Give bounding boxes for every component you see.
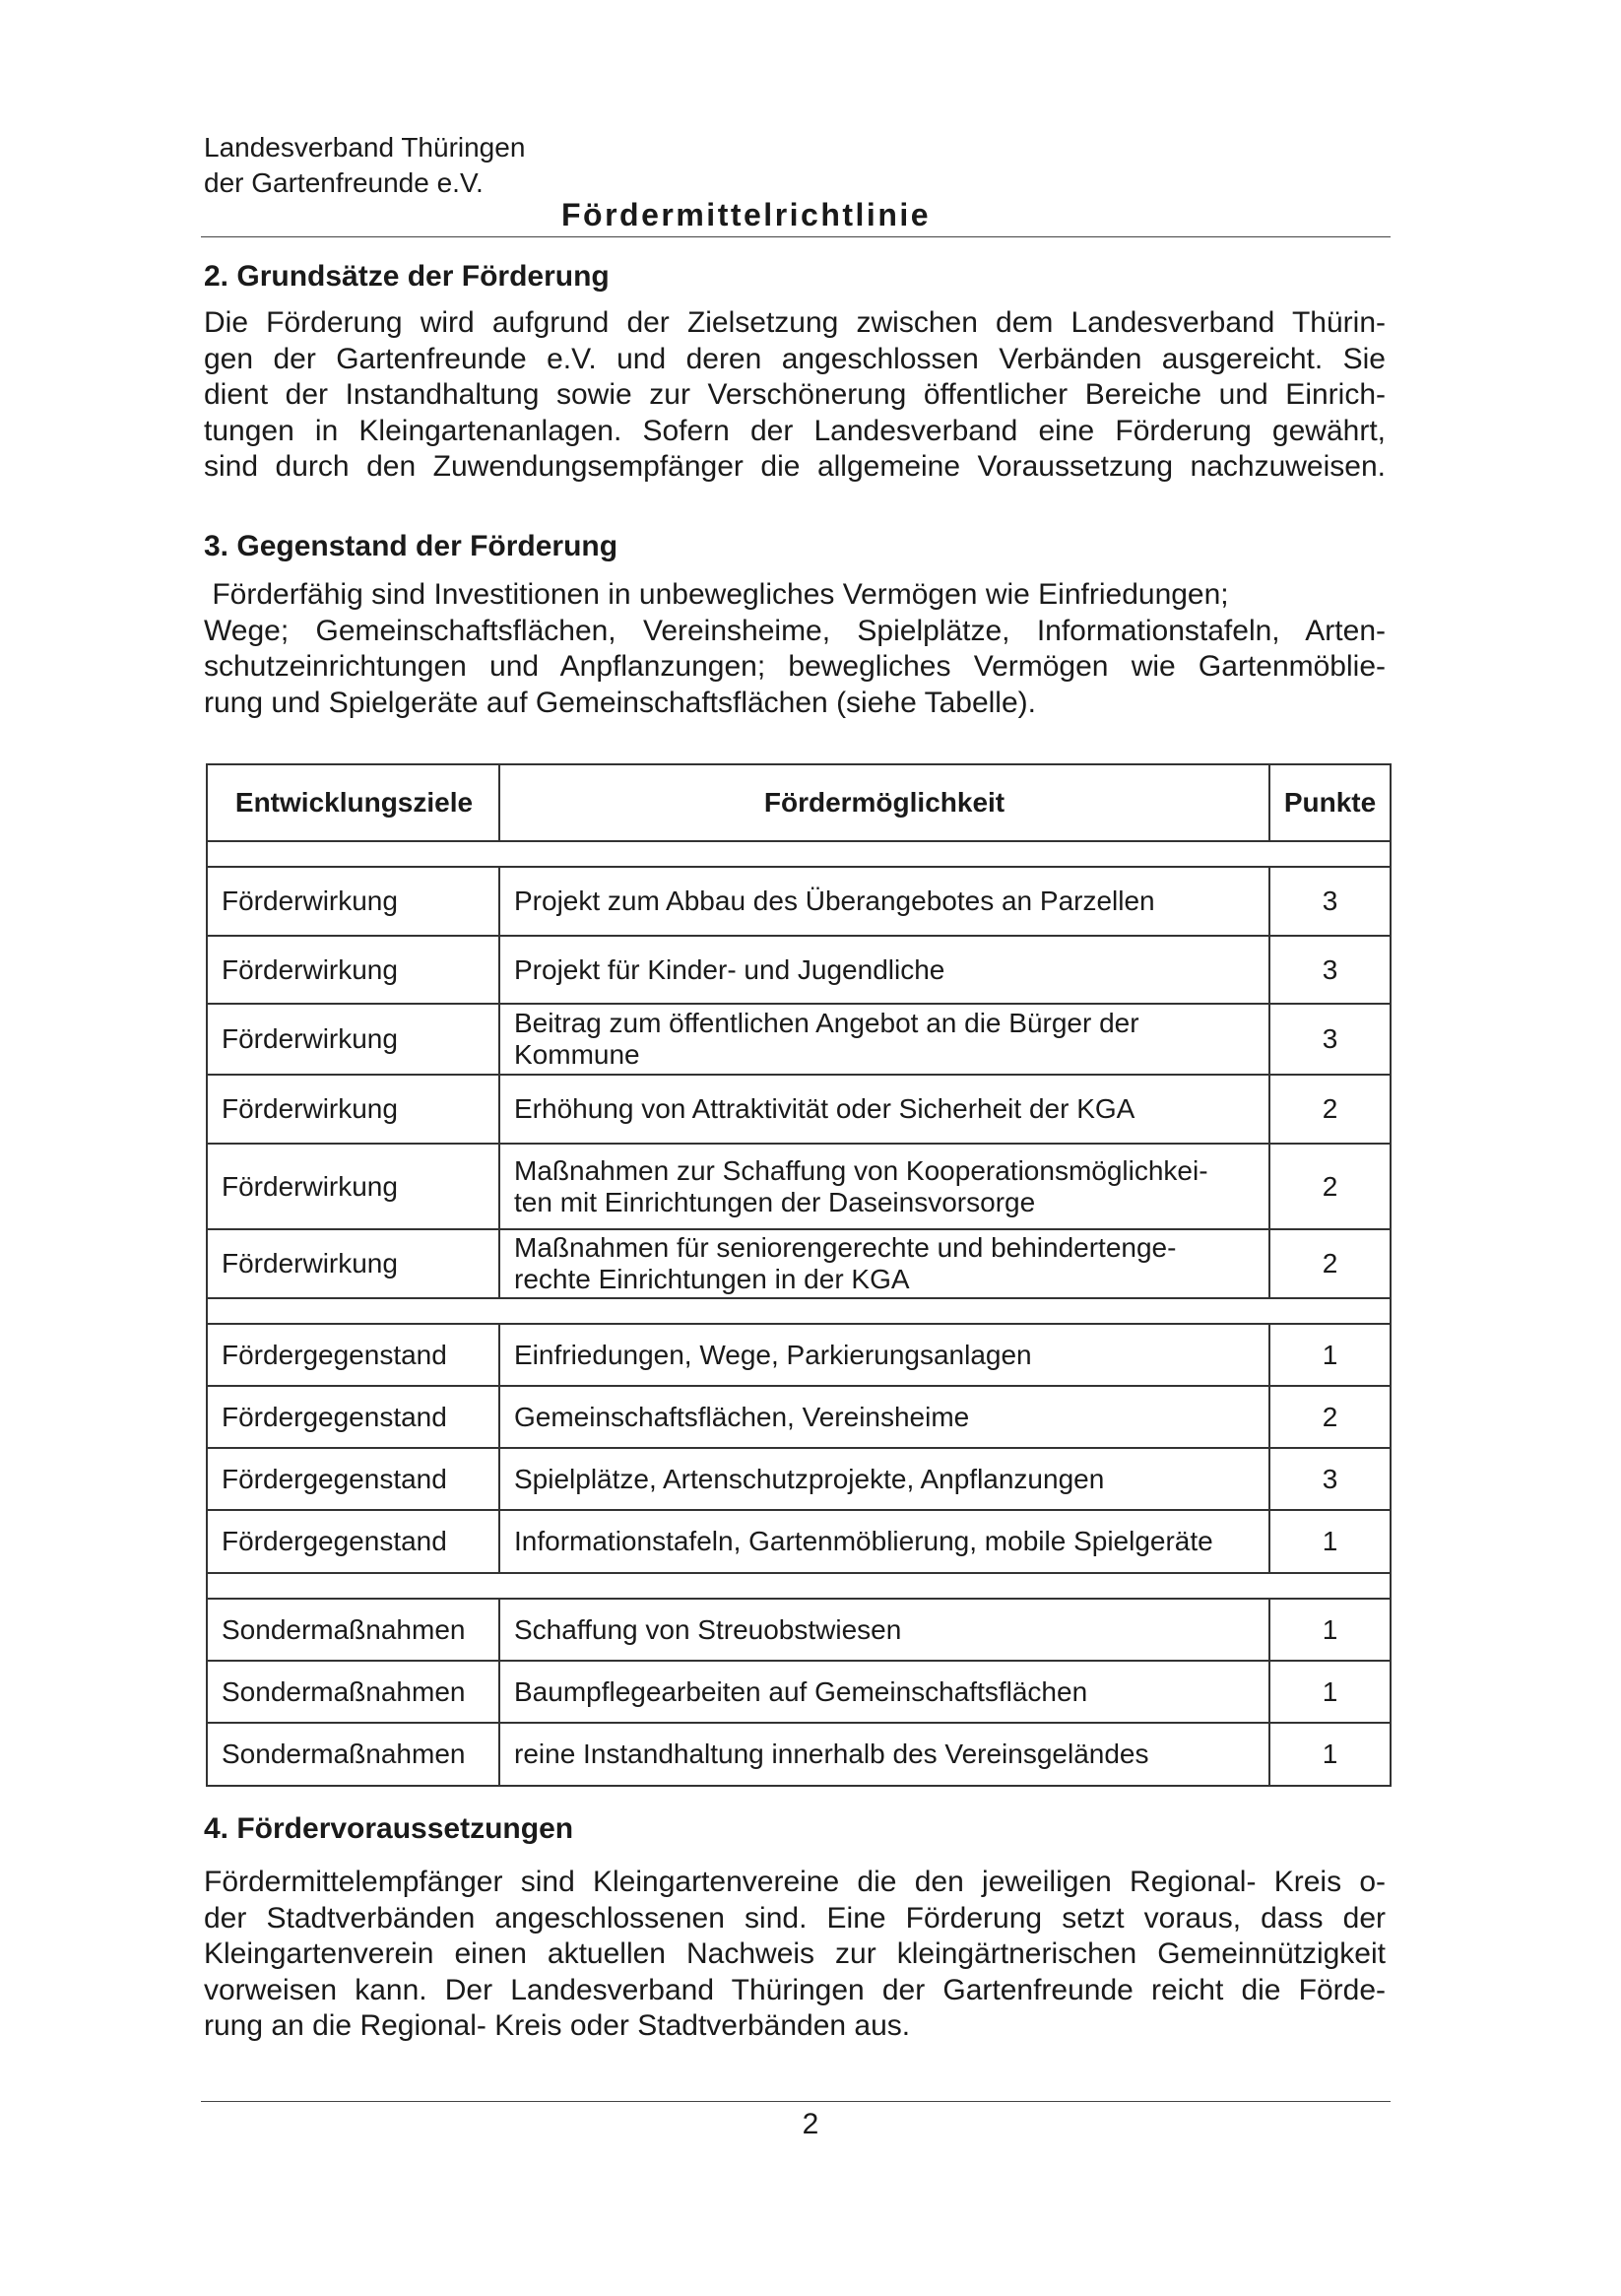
cell-foerdermoeglichkeit-line: rechte Einrichtungen in der KGA xyxy=(514,1264,910,1294)
table-group-spacer xyxy=(207,1298,1391,1324)
cell-foerdermoeglichkeit xyxy=(499,1510,1269,1573)
cell-entwicklungsziel: Förderwirkung xyxy=(207,1004,499,1075)
header-rule xyxy=(201,236,1391,237)
section-2-line: gen der Gartenfreunde e.V. und deren angeschlossen Verbänden ausgereicht. Sie xyxy=(204,342,1386,375)
cell-foerdermoeglichkeit-line: Projekt für Kinder- und Jugendliche xyxy=(514,953,945,985)
cell-foerdermoeglichkeit-line: Beitrag zum öffentlichen Angebot an die Bürger der xyxy=(514,1008,1139,1038)
table-row xyxy=(207,936,1391,1004)
table-group-spacer-cell xyxy=(207,841,1391,867)
cell-foerdermoeglichkeit-line: Spielplätze, Artenschutzprojekte, Anpflanzungen xyxy=(514,1463,1105,1494)
cell-punkte: 3 xyxy=(1269,936,1391,1004)
cell-foerdermoeglichkeit-line: Informationstafeln, Gartenmöblierung, mobile Spielgeräte xyxy=(514,1526,1213,1556)
cell-foerdermoeglichkeit xyxy=(499,1004,1269,1075)
section-3-heading: 3. Gegenstand der Förderung xyxy=(204,530,618,562)
table-group-spacer xyxy=(207,841,1391,867)
cell-entwicklungsziel: Sondermaßnahmen xyxy=(207,1661,499,1723)
table-row xyxy=(207,1229,1391,1298)
section-3-line: Förderfähig sind Investitionen in unbewegliches Vermögen wie Einfriedungen; xyxy=(204,578,1229,611)
section-4-heading: 4. Fördervoraussetzungen xyxy=(204,1812,574,1845)
cell-punkte: 2 xyxy=(1269,1075,1391,1144)
cell-foerdermoeglichkeit-line: Maßnahmen zur Schaffung von Kooperationsmöglichkei- xyxy=(514,1154,1208,1186)
cell-entwicklungsziel: Fördergegenstand xyxy=(207,1448,499,1510)
cell-entwicklungsziel: Förderwirkung xyxy=(207,1229,499,1298)
cell-entwicklungsziel: Förderwirkung xyxy=(207,936,499,1004)
cell-punkte: 1 xyxy=(1269,1661,1391,1723)
section-3-paragraph xyxy=(204,577,1386,721)
table-row xyxy=(207,1144,1391,1229)
table-header-row xyxy=(207,764,1391,841)
cell-entwicklungsziel: Sondermaßnahmen xyxy=(207,1599,499,1661)
cell-punkte: 3 xyxy=(1269,867,1391,936)
cell-punkte: 2 xyxy=(1269,1144,1391,1229)
cell-foerdermoeglichkeit xyxy=(499,1386,1269,1448)
organization-line-1: Landesverband Thüringen xyxy=(204,132,526,163)
cell-punkte: 3 xyxy=(1269,1004,1391,1075)
table-row xyxy=(207,1510,1391,1573)
section-2-line: tungen in Kleingartenanlagen. Sofern der Landesverband eine Förderung gewährt, xyxy=(204,414,1386,447)
organization-name xyxy=(204,130,525,201)
cell-punkte: 1 xyxy=(1269,1599,1391,1661)
section-4-line: vorweisen kann. Der Landesverband Thüringen der Gartenfreunde reicht die Förde- xyxy=(204,1973,1386,2006)
table-row xyxy=(207,1004,1391,1075)
document-title: Fördermittelrichtlinie xyxy=(561,197,932,232)
cell-foerdermoeglichkeit xyxy=(499,1599,1269,1661)
cell-entwicklungsziel: Sondermaßnahmen xyxy=(207,1723,499,1786)
cell-foerdermoeglichkeit-line: Kommune xyxy=(514,1039,640,1070)
cell-foerdermoeglichkeit-line: Einfriedungen, Wege, Parkierungsanlagen xyxy=(514,1339,1032,1370)
section-4-line: rung an die Regional- Kreis oder Stadtverbänden aus. xyxy=(204,2009,911,2042)
section-2-line: dient der Instandhaltung sowie zur Verschönerung öffentlicher Bereiche und Einrich- xyxy=(204,378,1386,411)
table-row xyxy=(207,1599,1391,1661)
cell-punkte: 1 xyxy=(1269,1723,1391,1786)
table-group-spacer-cell xyxy=(207,1298,1391,1324)
cell-punkte: 2 xyxy=(1269,1229,1391,1298)
cell-foerdermoeglichkeit xyxy=(499,1075,1269,1144)
section-3-line: Wege; Gemeinschaftsflächen, Vereinsheime, Spielplätze, Informationstafeln, Arten- xyxy=(204,614,1386,647)
section-3-line: schutzeinrichtungen und Anpflanzungen; bewegliches Vermögen wie Gartenmöblie- xyxy=(204,650,1386,683)
cell-foerdermoeglichkeit xyxy=(499,1144,1269,1229)
cell-foerdermoeglichkeit-line: Gemeinschaftsflächen, Vereinsheime xyxy=(514,1401,970,1432)
cell-punkte: 2 xyxy=(1269,1386,1391,1448)
table-row xyxy=(207,1448,1391,1510)
table-group-spacer-cell xyxy=(207,1573,1391,1599)
cell-foerdermoeglichkeit-line: reine Instandhaltung innerhalb des Vereinsgeländes xyxy=(514,1738,1149,1769)
cell-foerdermoeglichkeit-line: Maßnahmen für seniorengerechte und behindertenge- xyxy=(514,1232,1177,1263)
table-row xyxy=(207,1075,1391,1144)
cell-foerdermoeglichkeit xyxy=(499,867,1269,936)
cell-entwicklungsziel: Förderwirkung xyxy=(207,1144,499,1229)
cell-entwicklungsziel: Fördergegenstand xyxy=(207,1386,499,1448)
section-2-line: Die Förderung wird aufgrund der Zielsetzung zwischen dem Landesverband Thürin- xyxy=(204,306,1386,339)
cell-punkte: 1 xyxy=(1269,1324,1391,1386)
cell-foerdermoeglichkeit-line: Projekt zum Abbau des Überangebotes an Parzellen xyxy=(514,886,1155,916)
section-2-paragraph xyxy=(204,305,1386,486)
cell-punkte: 1 xyxy=(1269,1510,1391,1573)
cell-foerdermoeglichkeit-line: ten mit Einrichtungen der Daseinsvorsorge xyxy=(514,1186,1036,1217)
section-2-heading: 2. Grundsätze der Förderung xyxy=(204,260,610,293)
table-row xyxy=(207,1661,1391,1723)
funding-table xyxy=(206,763,1392,1787)
cell-entwicklungsziel: Förderwirkung xyxy=(207,1075,499,1144)
cell-entwicklungsziel: Fördergegenstand xyxy=(207,1324,499,1386)
header-foerdermoeglichkeit: Fördermöglichkeit xyxy=(499,764,1269,841)
table-group-spacer xyxy=(207,1573,1391,1599)
cell-foerdermoeglichkeit xyxy=(499,1723,1269,1786)
cell-foerdermoeglichkeit-line: Baumpflegearbeiten auf Gemeinschaftsflächen xyxy=(514,1675,1088,1707)
cell-foerdermoeglichkeit xyxy=(499,1324,1269,1386)
cell-foerdermoeglichkeit xyxy=(499,1448,1269,1510)
organization-line-2: der Gartenfreunde e.V. xyxy=(204,167,484,198)
page-number: 2 xyxy=(802,2108,819,2140)
table-row xyxy=(207,1723,1391,1786)
section-4-line: Kleingartenverein einen aktuellen Nachweis zur kleingärtnerischen Gemeinnützigkeit xyxy=(204,1937,1386,1970)
section-2-line: sind durch den Zuwendungsempfänger die allgemeine Voraussetzung nachzuweisen. xyxy=(204,450,1386,483)
section-4-line: der Stadtverbänden angeschlossenen sind. Eine Förderung setzt voraus, dass der xyxy=(204,1901,1386,1935)
cell-foerdermoeglichkeit xyxy=(499,1229,1269,1298)
section-4-line: Fördermittelempfänger sind Kleingartenvereine die den jeweiligen Regional- Kreis o- xyxy=(204,1866,1386,1898)
cell-foerdermoeglichkeit-line: Schaffung von Streuobstwiesen xyxy=(514,1613,902,1645)
section-4-paragraph xyxy=(204,1865,1386,2045)
cell-punkte: 3 xyxy=(1269,1448,1391,1510)
cell-entwicklungsziel: Fördergegenstand xyxy=(207,1510,499,1573)
cell-foerdermoeglichkeit xyxy=(499,1661,1269,1723)
cell-foerdermoeglichkeit xyxy=(499,936,1269,1004)
section-3-line: rung und Spielgeräte auf Gemeinschaftsflächen (siehe Tabelle). xyxy=(204,686,1036,719)
table-row xyxy=(207,1386,1391,1448)
table-body xyxy=(207,841,1391,1786)
footer-rule xyxy=(201,2101,1391,2102)
table-row xyxy=(207,867,1391,936)
table-row xyxy=(207,1324,1391,1386)
header-entwicklungsziele: Entwicklungsziele xyxy=(207,764,499,841)
cell-foerdermoeglichkeit-line: Erhöhung von Attraktivität oder Sicherheit der KGA xyxy=(514,1093,1135,1124)
cell-entwicklungsziel: Förderwirkung xyxy=(207,867,499,936)
header-punkte: Punkte xyxy=(1269,764,1391,841)
